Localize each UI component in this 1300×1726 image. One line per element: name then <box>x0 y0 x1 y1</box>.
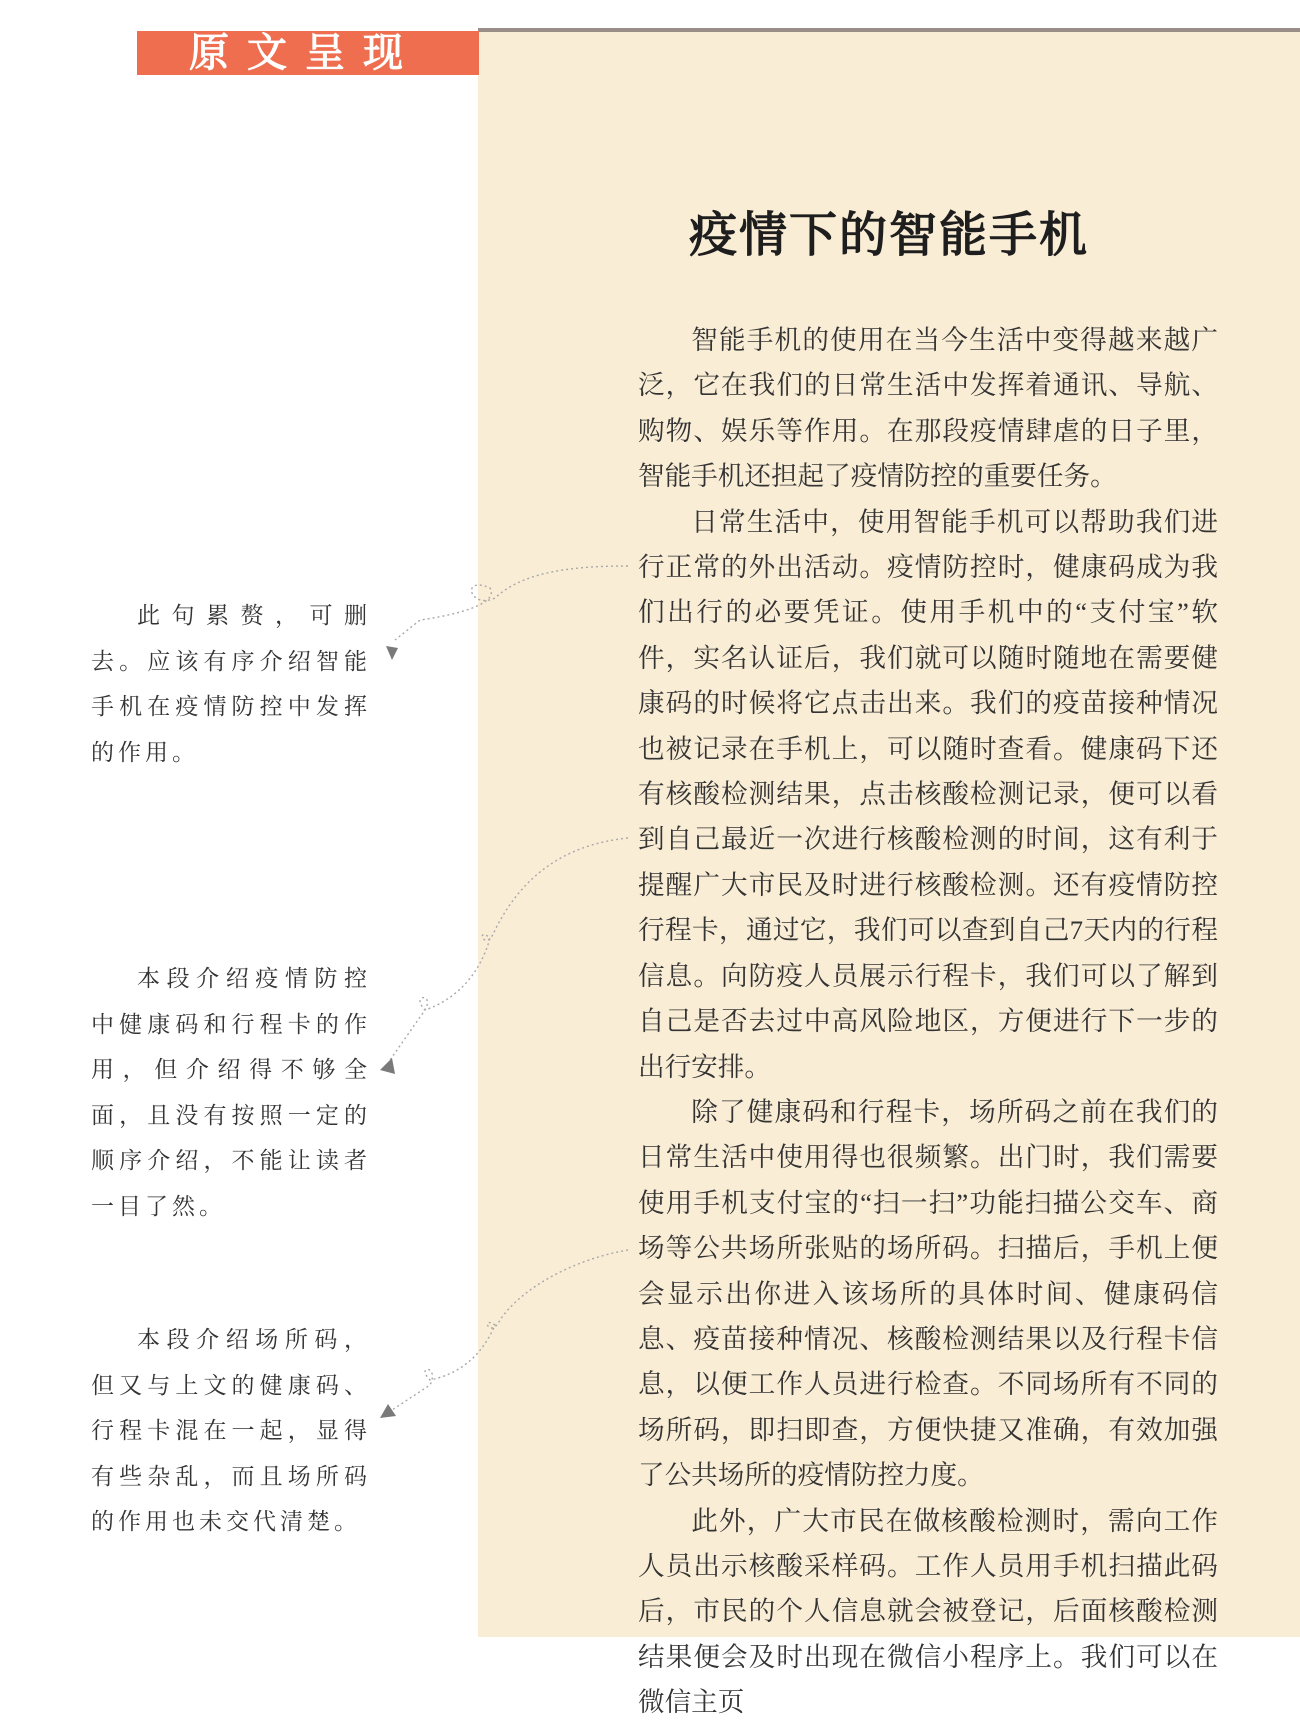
article-paragraph: 此外，广大市民在做核酸检测时，需向工作人员出示核酸采样码。工作人员用手机扫描此码后，市民的个人信息就会被登记，后面核酸检测结果便会及时出现在微信小程序上。我们可以在微信主页 <box>638 1505 1218 1718</box>
article-body <box>638 318 1218 1726</box>
margin-note-1: 此句累赘，可删去。应该有序介绍智能手机在疫情防控中发挥的作用。 <box>91 603 371 766</box>
arrow-head-3 <box>380 1404 396 1418</box>
arrow-head-2 <box>380 1058 395 1074</box>
arrow-head-1 <box>386 646 398 660</box>
article-paragraph: 除了健康码和行程卡，场所码之前在我们的日常生活中使用得也很频繁。出门时，我们需要使用手机支付宝的“扫一扫”功能扫描公交车、商场等公共场所张贴的场所码。扫描后，手机上便会显示出你进入该场所的具体时间、健康码信息、疫苗接种情况、核酸检测结果以及行程卡信息，以便工作人员进行检查。不同场所有不同的场所码，即扫即查，方便快捷又准确，有效加强了公共场所的疫情防控力度。 <box>638 1096 1218 1491</box>
article-paragraph: 日常生活中，使用智能手机可以帮助我们进行正常的外出活动。疫情防控时，健康码成为我们出行的必要凭证。使用手机中的“支付宝”软件，实名认证后，我们就可以随时随地在需要健康码的时候将它点击出来。我们的疫苗接种情况也被记录在手机上，可以随时查看。健康码下还有核酸检测结果，点击核酸检测记录，便可以看到自己最近一次进行核酸检测的时间，这有利于提醒广大市民及时进行核酸检测。还有疫情防控行程卡，通过它，我们可以查到自己7天内的行程信息。向防疫人员展示行程卡，我们可以了解到自己是否去过中高风险地区，方便进行下一步的出行安排。 <box>638 506 1218 1082</box>
section-header: 原文呈现 <box>137 31 479 75</box>
margin-note-2: 本段介绍疫情防控中健康码和行程卡的作用，但介绍得不够全面，且没有按照一定的顺序介绍，不能让读者一目了然。 <box>91 966 371 1220</box>
article-paragraph: 智能手机的使用在当今生活中变得越来越广泛，它在我们的日常生活中发挥着通讯、导航、购物、娱乐等作用。在那段疫情肆虐的日子里，智能手机还担起了疫情防控的重要任务。 <box>638 325 1218 492</box>
margin-note-3: 本段介绍场所码，但又与上文的健康码、行程卡混在一起，显得有些杂乱，而且场所码的作用也未交代清楚。 <box>91 1327 371 1535</box>
article-title: 疫情下的智能手机 <box>688 207 1089 263</box>
